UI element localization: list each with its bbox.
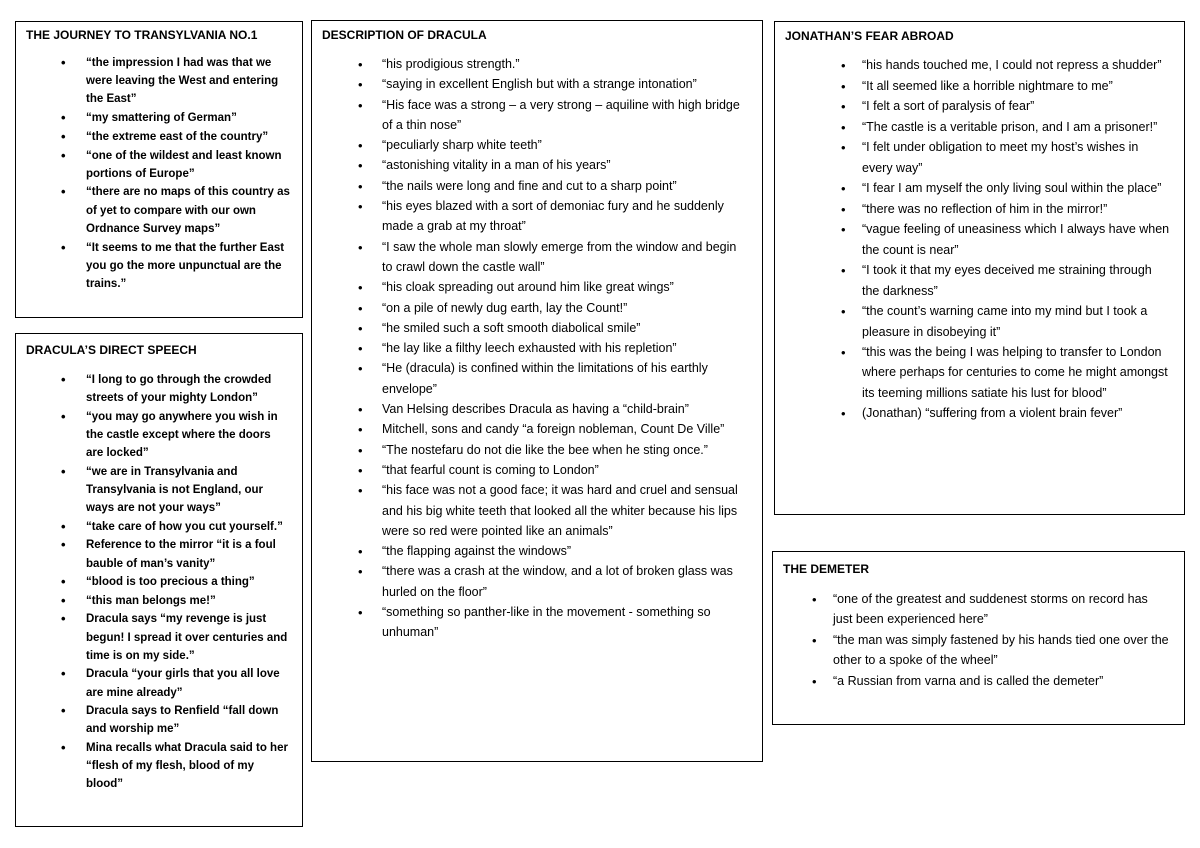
quote-item: • Mina recalls what Dracula said to her “flesh of my flesh, blood of my blood” [86,739,290,794]
quote-item: • “vague feeling of uneasiness which I always have when the count is near” [862,219,1170,260]
direct-speech-title: DRACULA’S DIRECT SPEECH [26,343,197,357]
quote-item: • Reference to the mirror “it is a foul bauble of man’s vanity” [86,536,290,572]
quote-item: • “It all seemed like a horrible nightmare to me” [862,76,1170,96]
quote-item: • “his prodigious strength.” [382,54,748,74]
quote-item: • “one of the greatest and suddenest storms on record has just been experienced here” [833,589,1170,630]
quote-item: • “I fear I am myself the only living soul within the place” [862,178,1170,198]
quote-item: • “he lay like a filthy leech exhausted with his repletion” [382,338,748,358]
quote-item: • “It seems to me that the further East you go the more unpunctual are the trains.” [86,239,290,294]
quote-item: • “blood is too precious a thing” [86,573,290,591]
demeter-section [772,551,1185,725]
quote-item: • “saying in excellent English but with a strange intonation” [382,74,748,94]
quote-item: • “his hands touched me, I could not repress a shudder” [862,55,1170,75]
quote-item: • “astonishing vitality in a man of his years” [382,155,748,175]
quote-item: • Dracula “your girls that you all love are mine already” [86,665,290,701]
quote-item: • “His face was a strong – a very strong – aquiline with high bridge of a thin nose” [382,95,748,136]
jonathan-fear-section [774,21,1185,515]
quote-item: • “you may go anywhere you wish in the castle except where the doors are locked” [86,408,290,463]
quote-item: • “take care of how you cut yourself.” [86,518,290,536]
quote-item: • “I took it that my eyes deceived me straining through the darkness” [862,260,1170,301]
quote-item: • “his face was not a good face; it was hard and cruel and sensual and his big white teeth that looked all the whiter because his lips were so red were pointed like an animals” [382,480,748,541]
quote-item: • “there was a crash at the window, and a lot of broken glass was hurled on the floor” [382,561,748,602]
description-section [311,20,763,762]
quote-item: • “that fearful count is coming to London” [382,460,748,480]
journey-list [26,54,292,293]
quote-item: • “peculiarly sharp white teeth” [382,135,748,155]
demeter-title: THE DEMETER [783,562,870,576]
direct-speech-list [26,371,292,794]
quote-item: • “his eyes blazed with a sort of demoniac fury and he suddenly made a grab at my throat” [382,196,748,237]
quote-item: • “this man belongs me!” [86,592,290,610]
quote-item: • “the nails were long and fine and cut to a sharp point” [382,176,748,196]
quote-item: • Van Helsing describes Dracula as having a “child-brain” [382,399,748,419]
quote-item: • “a Russian from varna and is called the demeter” [833,671,1170,691]
quote-item: • “something so panther-like in the movement - something so unhuman” [382,602,748,643]
quote-item: • “we are in Transylvania and Transylvania is not England, our ways are not your ways” [86,463,290,518]
quote-item: • “this was the being I was helping to transfer to London where perhaps for centuries to come he might amongst its teeming millions satiate his lust for blood” [862,342,1170,403]
jonathan-fear-list [785,55,1174,424]
quote-item: • “his cloak spreading out around him like great wings” [382,277,748,297]
quote-item: • “on a pile of newly dug earth, lay the Count!” [382,298,748,318]
journey-title: THE JOURNEY TO TRANSYLVANIA NO.1 [26,28,258,42]
quote-item: • “one of the wildest and least known portions of Europe” [86,147,290,183]
description-title: DESCRIPTION OF DRACULA [322,28,487,42]
quote-item: • “my smattering of German” [86,109,290,127]
direct-speech-section [15,333,303,827]
quote-item: • Dracula says to Renfield “fall down and worship me” [86,702,290,738]
quote-item: • “The nostefaru do not die like the bee when he sting once.” [382,440,748,460]
quote-item: • Dracula says “my revenge is just begun! I spread it over centuries and time is on my side.” [86,610,290,665]
quote-item: • “The castle is a veritable prison, and I am a prisoner!” [862,117,1170,137]
quote-item: • “He (dracula) is confined within the limitations of his earthly envelope” [382,358,748,399]
quote-item: • “there are no maps of this country as of yet to compare with our own Ordnance Survey maps” [86,183,290,238]
quote-item: • “I felt under obligation to meet my host’s wishes in every way” [862,137,1170,178]
journey-section [15,21,303,318]
quote-item: • (Jonathan) “suffering from a violent brain fever” [862,403,1170,423]
description-list [322,54,752,643]
jonathan-fear-title: JONATHAN’S FEAR ABROAD [785,29,954,43]
quote-item: • “the impression I had was that we were leaving the West and entering the East” [86,54,290,109]
quote-item: • “the extreme east of the country” [86,128,290,146]
quote-item: • “I felt a sort of paralysis of fear” [862,96,1170,116]
quote-item: • Mitchell, sons and candy “a foreign nobleman, Count De Ville” [382,419,748,439]
quote-item: • “the flapping against the windows” [382,541,748,561]
quote-item: • “he smiled such a soft smooth diabolical smile” [382,318,748,338]
quote-item: • “the count’s warning came into my mind but I took a pleasure in disobeying it” [862,301,1170,342]
quote-item: • “the man was simply fastened by his hands tied one over the other to a spoke of the wheel” [833,630,1170,671]
demeter-list [783,589,1174,691]
quote-item: • “I long to go through the crowded streets of your mighty London” [86,371,290,407]
quote-item: • “I saw the whole man slowly emerge from the window and begin to crawl down the castle wall” [382,237,748,278]
quote-item: • “there was no reflection of him in the mirror!” [862,199,1170,219]
